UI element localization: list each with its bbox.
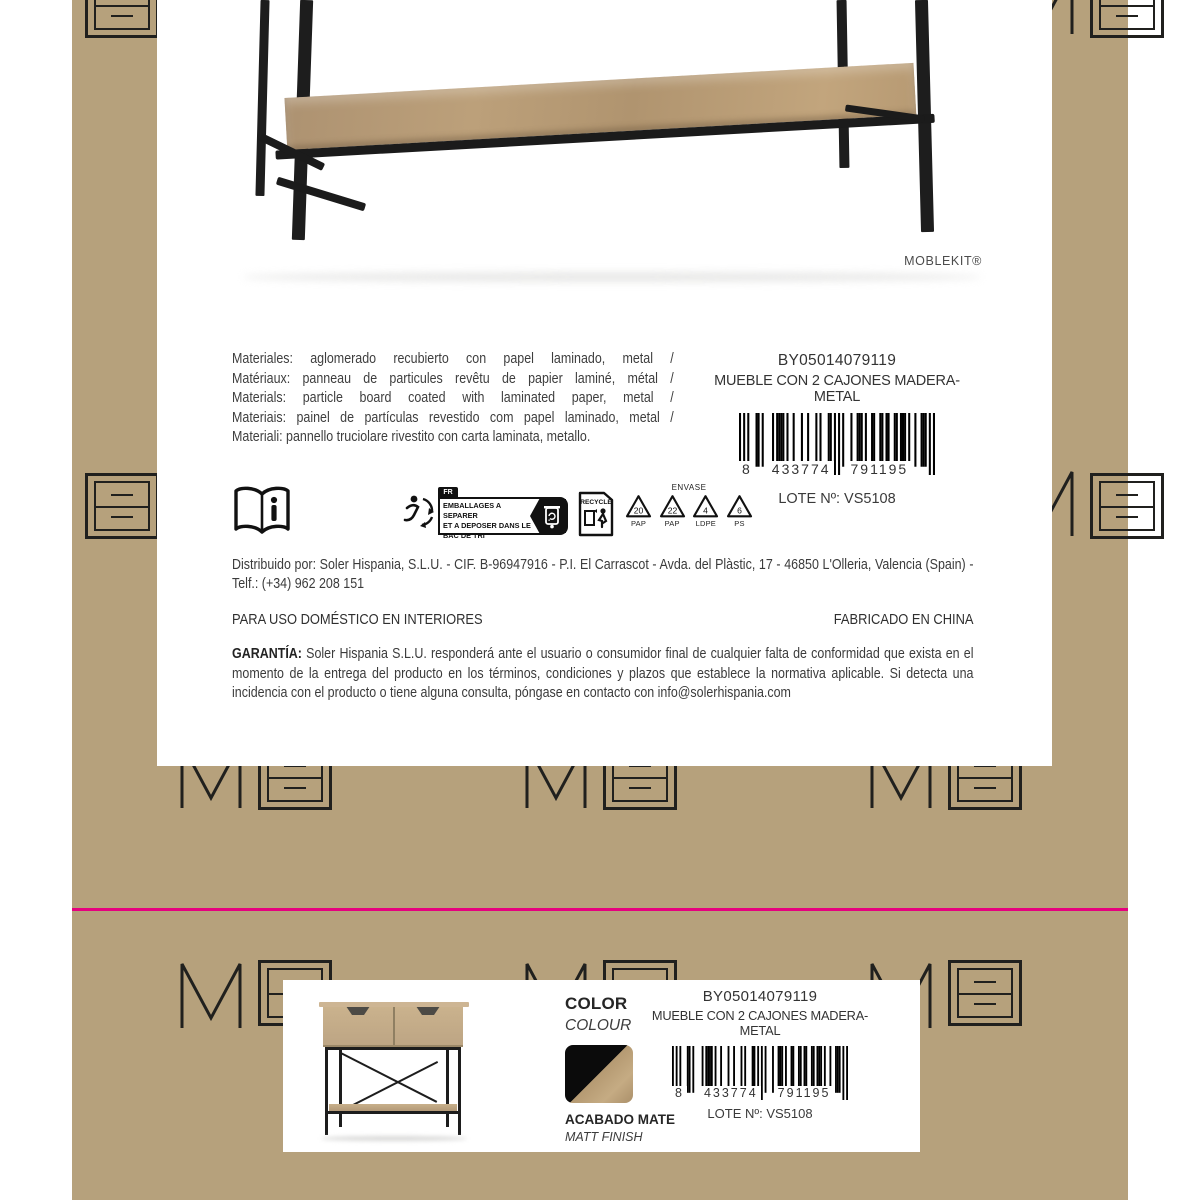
side-label-panel [283, 980, 920, 1152]
product-code: BY05014079119 [777, 352, 897, 369]
cabinet-outline-icon [85, 473, 159, 539]
color-label-es: COLOR [565, 994, 628, 1013]
finish-label-en: MATT FINISH [565, 1130, 643, 1144]
made-in-text: FABRICADO EN CHINA [834, 611, 974, 628]
ean-barcode [739, 413, 935, 475]
materials-text [232, 350, 674, 448]
lot-number: LOTE Nº: VS5108 [707, 1106, 813, 1121]
product-thumbnail [315, 994, 475, 1144]
materials-line-fr: Matériaux: panneau de particules revêtu de papier laminé, métal / [232, 370, 674, 387]
envase-title: ENVASE [671, 483, 707, 492]
triman-icon [402, 493, 436, 529]
distributor-text: Distribuido por: Soler Hispania, S.L.U. - CIF. B-96947916 - P.I. El Carrascot - Avda. del Plàstic, 17 - 46850 L'Olleria, Valencia (Spain) - Telf.: (+34) 962 208 151 [232, 557, 974, 592]
wheelie-bin-icon [541, 503, 563, 529]
domestic-use-text: PARA USO DOMÉSTICO EN INTERIORES [232, 611, 483, 628]
materials-line-en: Materials: particle board coated with laminated paper, metal / [232, 390, 674, 406]
svg-text:6: 6 [737, 505, 742, 516]
thumbnail-shadow [321, 1136, 467, 1141]
main-label-panel [157, 0, 1052, 766]
product-name: MUEBLE CON 2 CAJONES MADERA-METAL [651, 1008, 869, 1038]
svg-text:22: 22 [667, 505, 677, 516]
brand-logo: MOBLEKIT® [904, 254, 982, 268]
barcode-group-right: 791195 [848, 461, 912, 477]
cabinet-outline-icon [1090, 0, 1164, 38]
fr-tab: FR [438, 487, 458, 498]
table-shadow [242, 272, 982, 282]
svg-text:RECYCLE: RECYCLE [580, 499, 612, 506]
color-label-en: COLOUR [565, 1017, 632, 1034]
recycle-tidyman-icon [578, 491, 614, 537]
magenta-cut-line [72, 908, 1128, 911]
ean-barcode [672, 1046, 848, 1100]
color-swatch [565, 1045, 633, 1103]
bin-panel [530, 499, 566, 533]
svg-text:4: 4 [703, 505, 709, 516]
cabinet-outline-icon [948, 960, 1022, 1026]
barcode-block-bottom [635, 988, 885, 1121]
lot-number: LOTE Nº: VS5108 [778, 491, 896, 507]
instruction-manual-icon [232, 485, 292, 537]
warranty-label: GARANTÍA: [232, 646, 302, 662]
finish-label-es: ACABADO MATE [565, 1112, 675, 1127]
packaging-material-codes [624, 483, 754, 528]
product-name: MUEBLE CON 2 CAJONES MADERA-METAL [714, 373, 960, 405]
triman-sorting-instruction: FR EMBALLAGES A SEPARER ET A DEPOSER DANS LE BAC DE TRI [438, 487, 568, 535]
barcode-group-left: 433774 [701, 1086, 761, 1100]
materials-line-it: Materiali: pannello truciolare rivestito con carta laminata, metallo. [232, 429, 591, 445]
table-shelf [265, 43, 950, 191]
compliance-icons-row [232, 483, 832, 541]
materials-line-pt: Materiais: painel de partículas revestido com papel laminado, metal / [232, 409, 674, 426]
letter-m-outline [178, 962, 244, 1028]
cabinet-outline-icon [1090, 473, 1164, 539]
barcode-group-right: 791195 [775, 1086, 834, 1100]
cabinet-outline-icon [85, 0, 159, 38]
material-code-6-ps: 6 PS [725, 494, 754, 528]
barcode-digit-first: 8 [739, 461, 755, 477]
product-code: BY05014079119 [702, 988, 818, 1005]
barcode-digit-first: 8 [672, 1086, 687, 1100]
materials-line-es: Materiales: aglomerado recubierto con papel laminado, metal / [232, 351, 674, 367]
material-code-20-pap: 20 PAP [624, 494, 653, 528]
warranty-text: GARANTÍA: Soler Hispania S.L.U. responderá ante el usuario o consumidor final de cualquier falta de conformidad que exista en el momento de la entrega del producto en los términos, condiciones y plazos que establece la normativa aplicable. Si detecta una incidencia con el producto o tiene alguna consulta, póngase en contacto con info@solerhispania.com [232, 646, 974, 701]
barcode-group-left: 433774 [769, 461, 834, 477]
svg-text:20: 20 [633, 505, 644, 516]
material-code-22-pap: 22 PAP [658, 494, 687, 528]
material-code-4-ldpe: 4 LDPE [691, 494, 720, 528]
